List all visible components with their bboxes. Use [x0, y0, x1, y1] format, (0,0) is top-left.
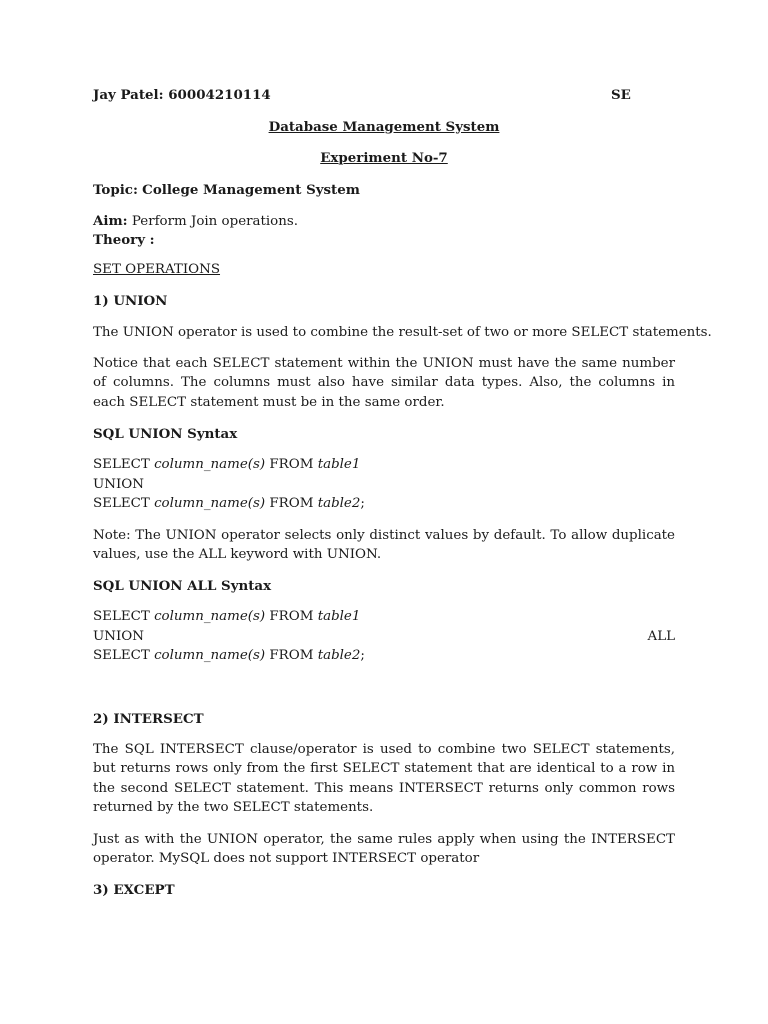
union-syntax-heading: SQL UNION Syntax — [93, 426, 238, 442]
union-all-syntax-line-2-right: ALL — [647, 629, 675, 644]
kw-from: FROM — [269, 609, 314, 624]
column-placeholder: column_name(s) — [154, 496, 266, 511]
kw-from: FROM — [269, 457, 314, 472]
author-line: Jay Patel: 60004210114 — [93, 87, 271, 103]
column-placeholder: column_name(s) — [154, 609, 266, 624]
kw-from: FROM — [269, 648, 314, 663]
union-syntax-line-2: UNION — [93, 477, 144, 492]
union-syntax-line-3 — [93, 494, 365, 514]
table2-placeholder: table2 — [317, 496, 361, 511]
kw-select: SELECT — [93, 648, 150, 663]
union-all-syntax-line-1 — [93, 607, 360, 627]
topic-label: Topic: — [93, 182, 138, 198]
kw-from: FROM — [269, 496, 314, 511]
intersect-heading: 2) INTERSECT — [93, 711, 204, 727]
set-operations-heading: SET OPERATIONS — [93, 262, 221, 277]
column-placeholder: column_name(s) — [154, 457, 266, 472]
table1-placeholder: table1 — [317, 609, 361, 624]
theory-label: Theory : — [93, 232, 155, 248]
except-heading: 3) EXCEPT — [93, 882, 175, 898]
kw-select: SELECT — [93, 609, 150, 624]
union-note: Note: The UNION operator selects only distinct values by default. To allow duplicate values, use the ALL keyword with UNION. — [93, 528, 675, 563]
course-title: Database Management System — [268, 119, 500, 135]
union-all-syntax-heading: SQL UNION ALL Syntax — [93, 578, 272, 594]
aim-line — [93, 211, 298, 232]
union-paragraph-2: Notice that each SELECT statement within the UNION must have the same number of columns. The columns must also have similar data types. Also, the columns in each SELECT statement must be in the same order. — [93, 356, 675, 410]
kw-select: SELECT — [93, 496, 150, 511]
table1-placeholder: table1 — [317, 457, 361, 472]
semicolon: ; — [360, 496, 365, 511]
semicolon: ; — [360, 648, 365, 663]
union-all-syntax-line-2-left: UNION — [93, 629, 144, 644]
kw-select: SELECT — [93, 457, 150, 472]
union-syntax-line-1 — [93, 455, 360, 475]
aim-value: Perform Join operations. — [131, 214, 298, 229]
topic-value: College Management System — [142, 182, 360, 198]
union-paragraph-1: The UNION operator is used to combine the result-set of two or more SELECT statements. — [93, 325, 712, 340]
table2-placeholder: table2 — [317, 648, 361, 663]
union-all-syntax-line-3 — [93, 646, 365, 666]
class-label: SE — [611, 87, 631, 103]
intersect-paragraph-1: The SQL INTERSECT clause/operator is used to combine two SELECT statements, but returns rows only from the first SELECT statement that are identical to a row in the second SELECT statement. This means INTERSECT returns only common rows returned by the two SELECT statements. — [93, 742, 675, 816]
column-placeholder: column_name(s) — [154, 648, 266, 663]
experiment-title: Experiment No-7 — [320, 150, 448, 166]
intersect-paragraph-2: Just as with the UNION operator, the same rules apply when using the INTERSECT operator. MySQL does not support INTERSECT operator — [93, 832, 675, 867]
topic-line — [93, 180, 360, 201]
aim-label: Aim: — [93, 213, 128, 229]
union-heading: 1) UNION — [93, 293, 168, 309]
